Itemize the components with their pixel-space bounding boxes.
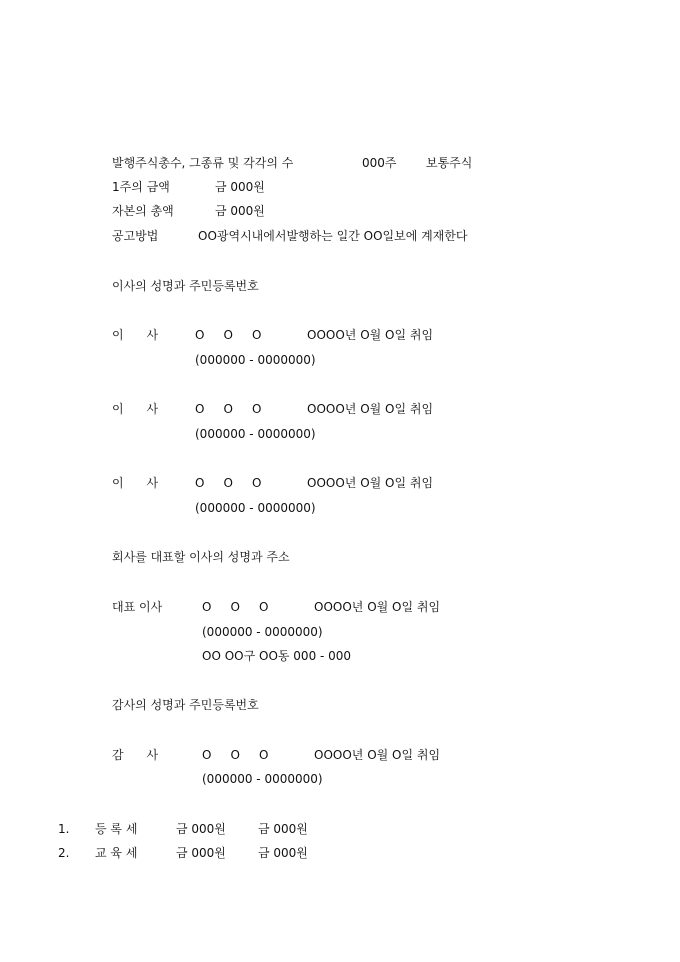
tax-label: 교 육 세 <box>95 846 138 860</box>
director-id: (000000 - 0000000) <box>195 501 316 515</box>
tax-amount-1: 금 000원 <box>176 822 226 836</box>
auditor-name: O O O <box>202 748 269 762</box>
director-id: (000000 - 0000000) <box>195 427 316 441</box>
tax-number: 2. <box>58 846 70 860</box>
representative-date: OOOO년 O월 O일 취임 <box>314 600 441 614</box>
auditor-id: (000000 - 0000000) <box>202 772 323 786</box>
par-value: 금 000원 <box>215 180 265 194</box>
notice-value: OO광역시내에서발행하는 일간 OO일보에 계재한다 <box>198 229 468 243</box>
auditor-heading: 감사의 성명과 주민등록번호 <box>112 698 259 712</box>
director-name: O O O <box>195 476 262 490</box>
capital-label: 자본의 총액 <box>112 204 174 218</box>
director-id: (000000 - 0000000) <box>195 353 316 367</box>
director-date: OOOO년 O월 O일 취임 <box>307 402 434 416</box>
representative-heading: 회사를 대표할 이사의 성명과 주소 <box>112 550 290 564</box>
tax-amount-2: 금 000원 <box>258 846 308 860</box>
shares-label: 발행주식총수, 그종류 및 각각의 수 <box>112 156 294 170</box>
director-name: O O O <box>195 402 262 416</box>
auditor-date: OOOO년 O월 O일 취임 <box>314 748 441 762</box>
capital-value: 금 000원 <box>215 204 265 218</box>
notice-label: 공고방법 <box>112 229 159 243</box>
representative-title: 대표 이사 <box>112 600 163 614</box>
shares-value: 000주 <box>362 156 397 170</box>
director-title: 이 사 <box>112 328 159 342</box>
tax-number: 1. <box>58 822 70 836</box>
director-date: OOOO년 O월 O일 취임 <box>307 476 434 490</box>
director-date: OOOO년 O월 O일 취임 <box>307 328 434 342</box>
tax-amount-1: 금 000원 <box>176 846 226 860</box>
tax-label: 등 록 세 <box>95 822 138 836</box>
representative-id: (000000 - 0000000) <box>202 625 323 639</box>
directors-heading: 이사의 성명과 주민등록번호 <box>112 279 259 293</box>
director-name: O O O <box>195 328 262 342</box>
director-title: 이 사 <box>112 402 159 416</box>
representative-name: O O O <box>202 600 269 614</box>
tax-amount-2: 금 000원 <box>258 822 308 836</box>
director-title: 이 사 <box>112 476 159 490</box>
par-label: 1주의 금액 <box>112 180 170 194</box>
shares-kind: 보통주식 <box>426 156 473 170</box>
representative-address: OO OO구 OO동 000 - 000 <box>202 649 352 663</box>
auditor-title: 감 사 <box>112 748 159 762</box>
